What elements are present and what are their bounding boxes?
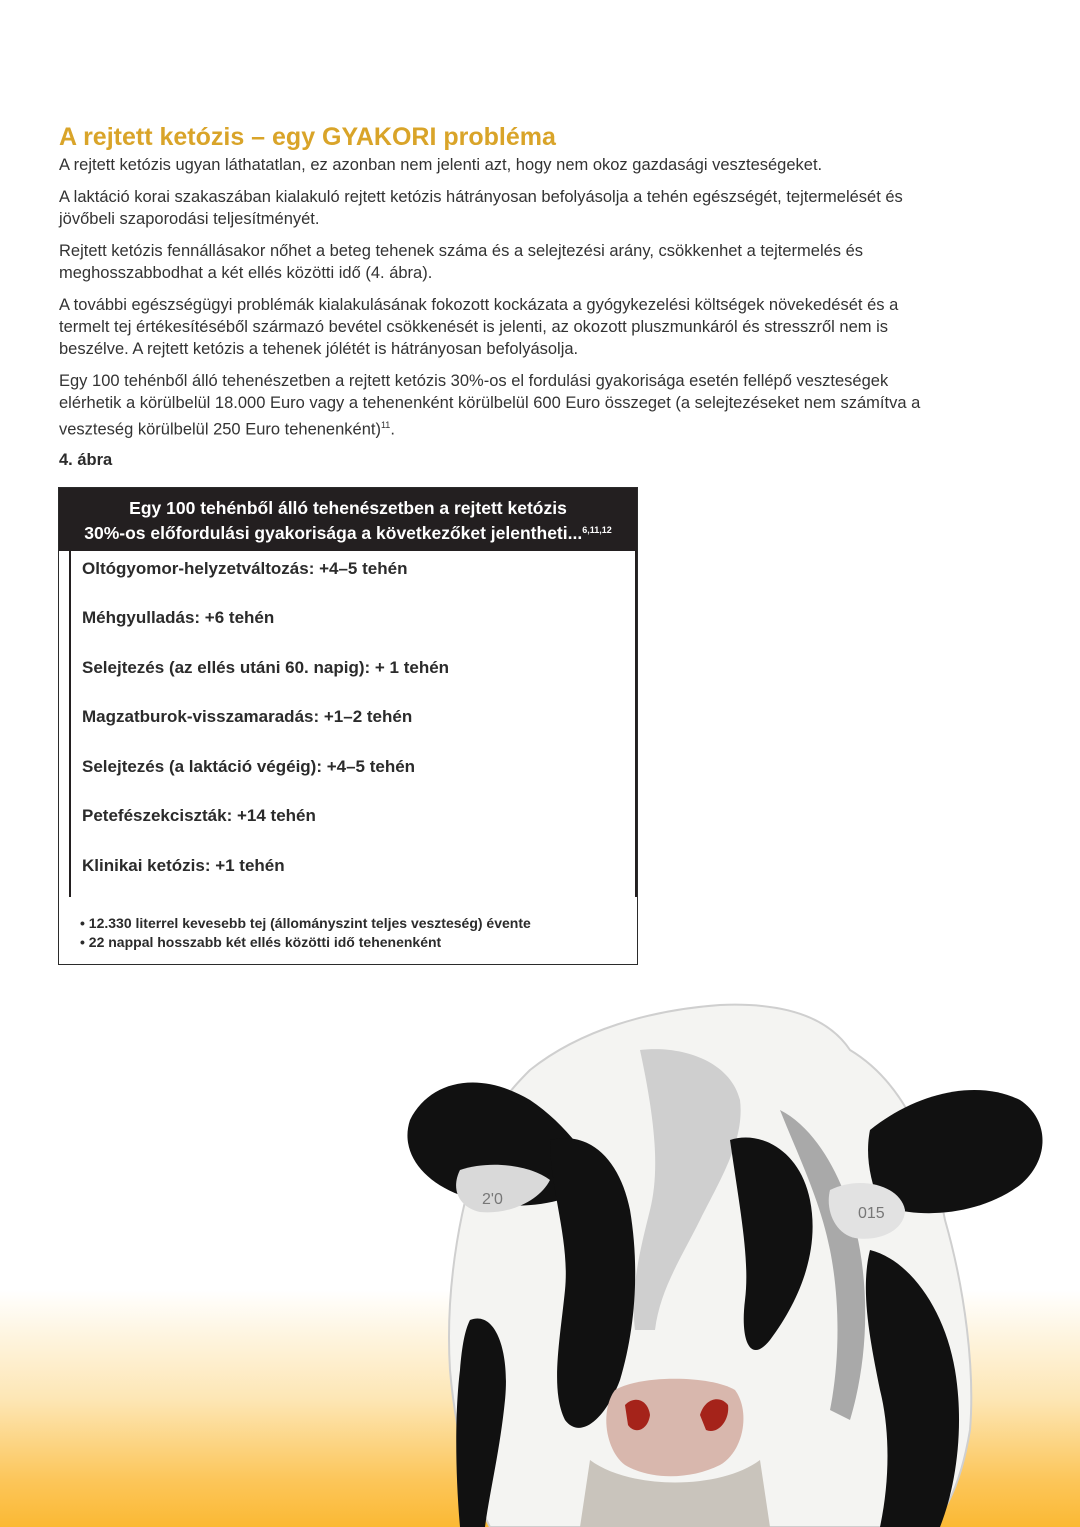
paragraph-5-text: Egy 100 tehénből álló tehenészetben a rejtett ketózis 30%-os el fordulási gyakorisága esetén fellépő veszteségek elérhetik a körülbelül 18.000 Euro vagy a tehenenként körülbelül 600 Euro összeget (a selejtezéseket nem számítva a veszteség körülbelül 250 Euro tehenenként) (59, 372, 921, 439)
paragraph-2: A laktáció korai szakaszában kialakuló rejtett ketózis hátrányosan befolyásolja a tehén egészségét, tejtermelését és jövőbeli szaporodási teljesítményét. (59, 188, 903, 228)
list-item: Selejtezés (a laktáció végéig): +4–5 tehén (82, 757, 416, 776)
header-line-1: Egy 100 tehénből álló tehenészetben a rejtett ketózis (129, 498, 567, 518)
list-item: Petefészekciszták: +14 tehén (82, 806, 316, 825)
page-title: A rejtett ketózis – egy GYAKORI probléma (59, 123, 556, 151)
note-item: • 12.330 literrel kevesebb tej (állományszint teljes veszteség) évente (80, 915, 531, 931)
article (59, 122, 929, 478)
list-item: Méhgyulladás: +6 tehén (82, 608, 275, 627)
left-ear-tag-text: 2'0 (482, 1191, 503, 1208)
paragraph-5 (59, 370, 929, 441)
paragraph-1: A rejtett ketózis ugyan láthatatlan, ez azonban nem jelenti azt, hogy nem okoz gazdasági veszteségeket. (59, 156, 823, 174)
right-ear-tag-text: 015 (858, 1205, 885, 1222)
list-item: Oltógyomor-helyzetváltozás: +4–5 tehén (82, 559, 408, 578)
paragraph-3: Rejtett ketózis fennállásakor nőhet a beteg tehenek száma és a selejtezési arány, csökkenhet a tejtermelés és meghosszabbodhat a két ellés közötti idő (4. ábra). (59, 242, 864, 282)
cow-muzzle (606, 1379, 743, 1477)
header-line-2 (69, 519, 627, 544)
figure-box-list (69, 551, 637, 897)
paragraph-5-reference: 11 (380, 420, 391, 430)
figure-label: 4. ábra (59, 450, 113, 469)
figure-box-header (59, 488, 637, 551)
list-item: Selejtezés (az ellés utáni 60. napig): + 1 tehén (82, 658, 450, 677)
figure-notes (80, 914, 531, 952)
figure-box (58, 487, 638, 965)
note-item: • 22 nappal hosszabb két ellés közötti idő tehenenként (80, 934, 442, 950)
cow-illustration (400, 990, 1080, 1527)
list-item: Magzatburok-visszamaradás: +1–2 tehén (82, 707, 413, 726)
header-references: 6,11,12 (582, 525, 612, 535)
header-line-2-text: 30%-os előfordulási gyakorisága a következőket jelentheti... (84, 523, 583, 543)
paragraph-4: A további egészségügyi problémák kialakulásának fokozott kockázata a gyógykezelési költségek növekedését és a termelt tej értékesítéséből származó bevétel csökkenését is jelenti, az okozott pluszmunkáról és stresszről nem is beszélve. A rejtett ketózis a tehenek jólétét is hátrányosan befolyásolja. (59, 296, 899, 358)
paragraph-5-end: . (390, 420, 395, 439)
list-item: Klinikai ketózis: +1 tehén (82, 856, 285, 875)
